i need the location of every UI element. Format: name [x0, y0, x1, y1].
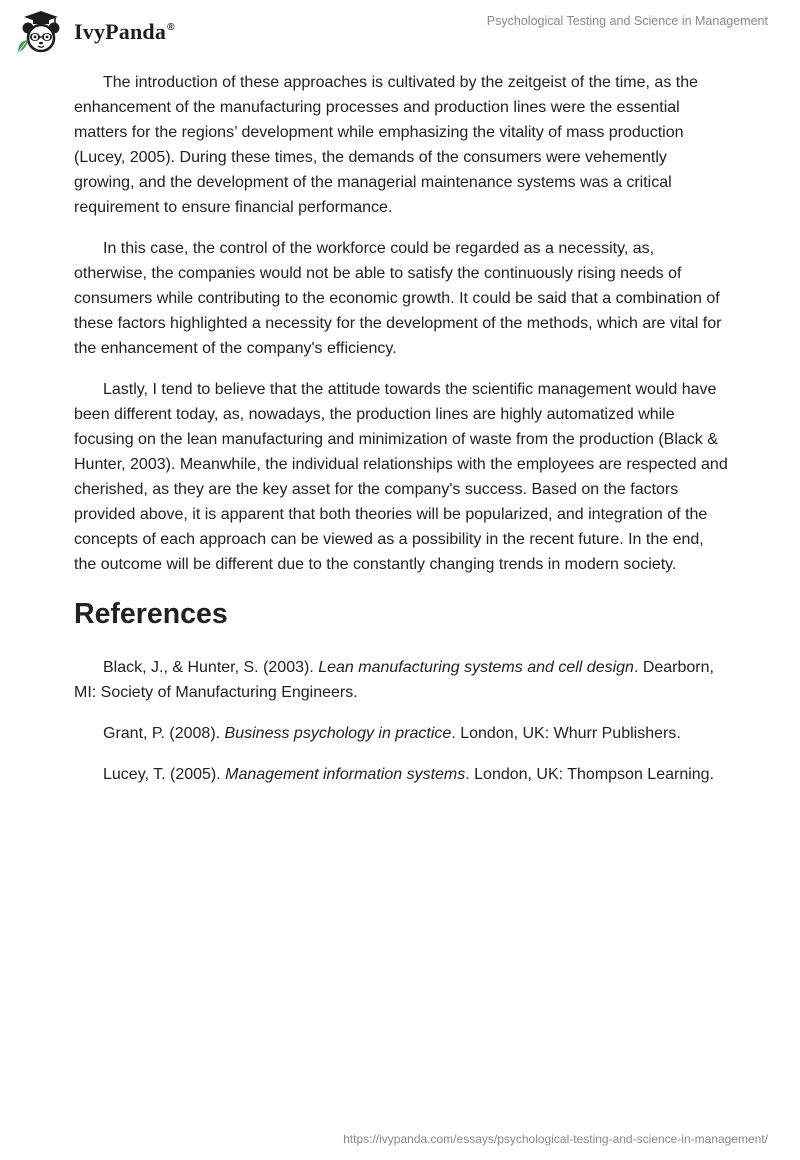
ivypanda-logo[interactable]: [14, 8, 175, 54]
reference-author: Black, J., & Hunter, S. (2003).: [103, 659, 319, 676]
paragraph-conclusion: Lastly, I tend to believe that the attitude towards the scientific management would have been different today, as, nowadays, the production lines are highly automatized while focusing on the lean manufacturing and minimization of waste from the production (Black & Hunter, 2003). Meanwhile, the individual relationships with the employees are respected and cherished, as they are the key asset for the company's success. Based on the factors provided above, it is apparent that both theories will be popularized, and integration of the concepts of each approach can be viewed as a possibility in the recent future. In the end, the outcome will be different due to the constantly changing trends in modern society.: [74, 381, 728, 573]
reference-item: [74, 655, 730, 705]
reference-item: [74, 762, 730, 787]
references-heading: References: [74, 598, 228, 630]
reference-title: Business psychology in practice: [224, 725, 452, 742]
registered-mark: ®: [167, 22, 175, 33]
paragraph-workforce-control: In this case, the control of the workforce could be regarded as a necessity, as, otherwise, the companies would not be able to satisfy the continuously rising needs of consumers while contributing to the economic growth. It could be said that a combination of these factors highlighted a necessity for the development of the methods, which are vital for the enhancement of the company's efficiency.: [74, 240, 722, 357]
paragraph-intro-approaches: The introduction of these approaches is cultivated by the zeitgeist of the time, as the enhancement of the manufacturing processes and production lines were the essential matters for the regions’ development while emphasizing the vitality of mass production (Lucey, 2005). During these times, the demands of the consumers were vehemently growing, and the development of the managerial maintenance systems was a critical requirement to ensure financial performance.: [74, 74, 699, 216]
reference-author: Grant, P. (2008).: [103, 725, 225, 742]
reference-publisher: . London, UK: Whurr Publishers.: [451, 725, 681, 742]
essay-content: [74, 70, 730, 803]
document-title: Psychological Testing and Science in Management: [486, 14, 768, 28]
page-header: [0, 0, 800, 60]
reference-publisher: . London, UK: Thompson Learning.: [465, 766, 715, 783]
reference-item: [74, 721, 730, 746]
source-url-link[interactable]: https://ivypanda.com/essays/psychological-testing-and-science-in-management/: [343, 1132, 768, 1146]
reference-title: Management information systems: [225, 766, 466, 783]
panda-graduate-icon: [14, 8, 66, 54]
reference-publisher: . Dearborn, MI: Society of Manufacturing Engineers.: [74, 659, 714, 701]
reference-author: Lucey, T. (2005).: [103, 766, 226, 783]
brand-name: IvyPanda®: [74, 19, 175, 44]
reference-title: Lean manufacturing systems and cell design: [318, 659, 634, 676]
